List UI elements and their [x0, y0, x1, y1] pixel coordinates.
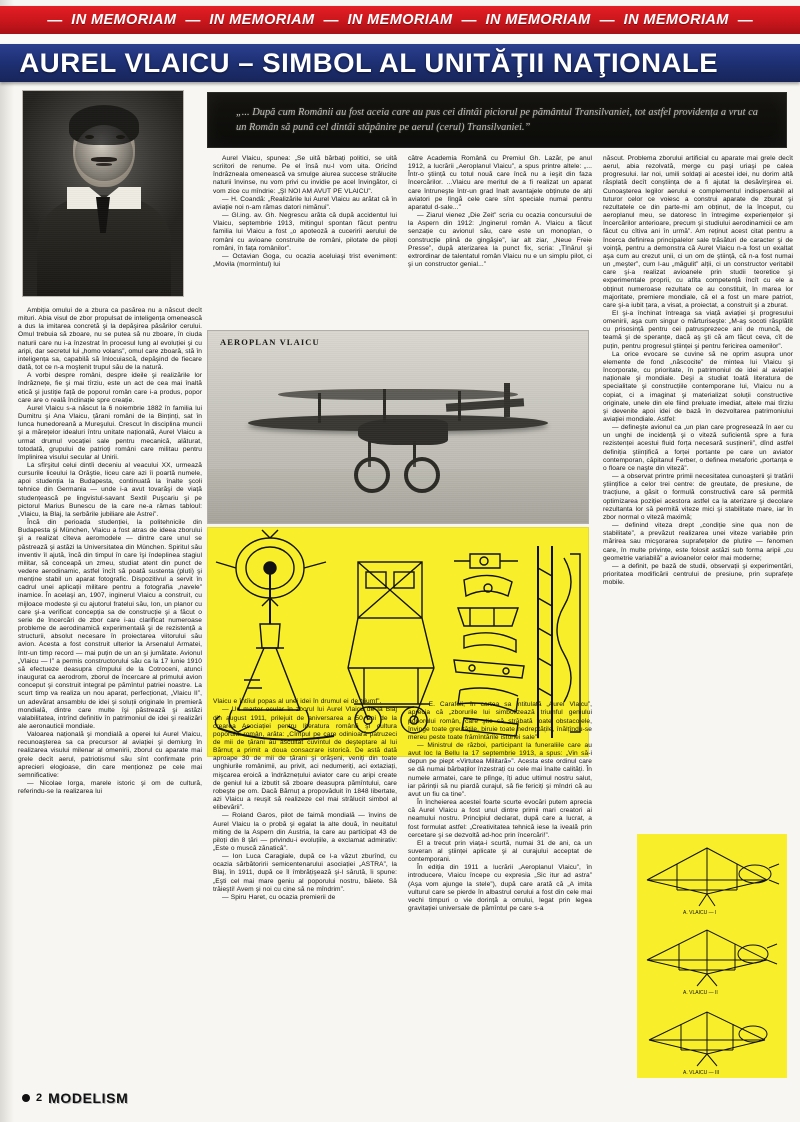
- paragraph: În ediția din 1911 a lucrării „Aeroplanul Vlaicu”, în introducere, Vlaicu începe cu expresia „Sic itur ad astra” (Aşa vom ajunge la stele”), după care arată că „A imita vulturul care se pierde în albastrul cerului a fost din cele mai vechi timpuri o vie dorință a omului, legat prin legea gravitației universale de pămîntul pe care s-a: [408, 864, 592, 913]
- paragraph: — H. Coandă: „Realizările lui Aurel Vlaicu au arătat că în aviație noi n-am rămas datori nimănui”.: [213, 195, 397, 211]
- column-3-figure-gap: [408, 269, 592, 701]
- bullet-icon: [22, 1094, 30, 1102]
- in-memoriam-label: IN MEMORIAM: [623, 12, 729, 28]
- band-dash: —: [599, 11, 615, 29]
- paragraph: — Ion Luca Caragiale, după ce l-a văzut zburînd, cu ocazia sărbătoririi semicentenarului asociației „ASTRA”, la Blaj, în 1911, după ce îl îmbrățişează şi-l sărută, îi spune: „Eşti cel mai mare geniu al poporului nostru, băiete. Să trăieşti! Avem şi noi cu cine să ne mîndrim”.: [213, 853, 397, 893]
- paragraph: Vlaicu e întîiul popas al unei idei în drumul ei de triumf”.: [213, 698, 382, 706]
- drawing-labels: [683, 910, 719, 1076]
- paragraph: — Ziarul vienez „Die Zeit” scria cu ocazia concursului de la Aspern din 1912: „Inginerul român A. Vlaicu a făcut senzație cu avionul său, care este un monoplan, o construcție plină de gingăşie”, iar alt ziar, „Neue Freie Presse”, după aterizarea la punct fix, scria: „Tînărul şi extrordinar de talentatul român Vlaicu nu e un simplu pilot, ci şi un constructor genial...”: [408, 212, 592, 269]
- page-footer: [22, 1090, 128, 1106]
- paragraph: În încheierea acestei foarte scurte evocări putem aprecia că Aurel Vlaicu a fost unul dintre primii mari creatori ai neamului nostru. Principiul declarat, după care a lucrat, a fost formulat astfel: „Creativitatea tehnică iese la iveală prin cercetare şi se dezvoltă ad-hoc prin încercări!”.: [408, 799, 592, 839]
- in-memoriam-label: IN MEMORIAM: [485, 12, 591, 28]
- paragraph: născut. Problema zborului artificial cu aparate mai grele decît aerul, abia rezolvată, merge cu paşi uriaşi pe calea progresului. Iar noi, umili soldați ai acestei idei, nu dorim altă răsplată decît conştiința de a fi ajutat la desăvîrşirea ei. Cunoaşterea legilor aerului e complementul indispensabil al tuturor celor ce voiesc a construi aparate de zburat şi rezultatele ce din parte-mi am obținut, de la început, cu aeroplanul meu, se datoresc în întregime experiențelor şi încercărilor anterioare, precum şi studiului aerodinamicii ce am făcut cu cîtiva ani în urmă”. Am reținut acest citat pentru a încerca definirea principalelor sale trăsături de caracter şi de voință, pentru a demonstra că Aurel Vlaicu n-a fost un exaltat aşa cum au crezut unii, ci un om de ştiință, că n-a fost numai un „meşter”, cum l-au „măgulit” alții, ci un constructor veritabil care şi-a realizat avioanele prin studii teoretice şi experimentale proprii, cu atîta competență încît cu ele a obținut numeroase rezultate ce au constituit, în marea lor majoritate, premiere mondiale, că el a fost un mare patriot, care şi-a iubit țara, a visat, a proiectat, a construit şi a zburat.: [603, 155, 793, 309]
- paragraph: Aurel Vlaicu, spunea: „Se uită bărbați politici, se uită scriitori de renume. Pe el însă nu-l vom uita. Oricînd îndrăzneala omenească va smulge aiurea succese strălucite naturii învinse, nu vom privi cu invidie pe acel învingător, ci vom zice cu mîndrie: „ŞI NOI AM AVUT PE VLAICU”.: [213, 155, 397, 195]
- in-memoriam-label: IN MEMORIAM: [347, 12, 453, 28]
- band-dash: —: [185, 11, 201, 29]
- in-memoriam-band: [0, 6, 800, 34]
- paragraph: — a observat printre primii necesitatea cunoaşterii şi tratării ştiințifice a celor trei centre: de greutate, de presiune, de tracțiune, a găsit o formulă constructivă care să permită optimizarea poziției acestora astfel ca la aterizare şi decolare rezultanta lor să permită viteze mici şi stabilitate mare, iar în zbor normal o viteză maximă;: [603, 473, 793, 521]
- column-4: [603, 155, 793, 587]
- paragraph: — defineşte avionul ca „un plan care progresează în aer cu un unghi de incidență şi o viteză suficientă spre a fura rezistenței acestui fluid forța necesară susținerii”, dînd astfel definiția ştiințifică a forței portante pe care un aviator contemporan, căpitanul Ferber, o definea metaforic „portanța e o floare ce naşte din viteză”.: [603, 424, 793, 472]
- paragraph: Aurel Vlaicu s-a născut la 6 noiembrie 1882 în familia lui Dumitru şi Ana Vlaicu, țărani români de la Binținți, sat în lunca hunedoreană a Mureşului. Crescut în disciplina muncii şi a mărețelor idealuri întru unitate națională, Aurel Vlaicu a urmat drumul vocației sale pentru mecanică, alăturat, totodată, grupului de patrioți români care militau pentru împlinirea visului secular al Unirii.: [18, 404, 202, 461]
- paragraph: A vorbi despre români, despre ideile şi realizările lor îndrăznețe, fie şi mai tîrziu, este un act de cea mai înaltă etică şi justiție față de poporul român care i-a produs, popor care are o reală înclinație spre creație.: [18, 372, 202, 404]
- paragraph: — Gl.ing. av. Gh. Negrescu arăta că după accidentul lui Vlaicu, septembrie 1913, mitingul spontan făcut pentru familia lui Vlaicu a fost „o apoteoză a cuceririi aerului de români cu avioane construite de români, pilotate de piloți români, în fața românilor”.: [213, 212, 397, 252]
- pull-quote-text: „... După cum Românii au fost aceia care au pus cei dintâi piciorul pe pământul Transilvaniei, tot astfel providența a vrut ca un Român să pună cel dintâi stăpânire pe aerul (cerul) Transilvaniei.”: [236, 107, 758, 133]
- pull-quote-box: [207, 92, 787, 148]
- paragraph: — a definit, pe bază de studii, observații şi experimentări, prioritatea modificării centrului de presiune, prin suprafețe mobile.: [603, 562, 793, 587]
- paragraph: — Nicolae Iorga, marele istoric şi om de cultură, referindu-se la realizarea lui: [18, 780, 202, 796]
- article-title-band: [0, 44, 800, 82]
- magazine-name: MODELISM: [48, 1090, 129, 1106]
- in-memoriam-label: IN MEMORIAM: [209, 12, 315, 28]
- drawing-label: A. VLAICU — III: [683, 1070, 720, 1076]
- paragraph: — Ministrul de război, participant la funeraliile care au avut loc la Bellu la 17 septembrie 1913, a spus: „Vin să-i depun pe piept «Virtutea Militară»”. Acesta este ordinul care se dă numai bărbaților înzestrați cu cele mai înalte calități. În numele armatei, care te plînge, îți aduc ultimul nostru salut, iar părinții să nu piardă curajul, să fie fericiți şi mîndri că au avut un fiu ca tine”.: [408, 741, 592, 798]
- drawing-label: A. VLAICU — II: [683, 990, 718, 996]
- paragraph: Ambiția omului de a zbura ca pasărea nu a născut decît mituri. Abia visul de zbor propulsat de inteligența omenească a dus la imitarea concretă şi la depăşirea păsărilor cerului. Omul trebuia să zboare, nu se putea să nu zboare, în ciuda naturii care nu i-a înzestrat în procesul lung al evoluției şi cu aripi, dar secretul lui „homo volans”, omul care zboară, stă în inteligența sa, capabilă să înlocuiască, depăşind de fiecare dată, tot ce n-a moştenit trupul său de la natură.: [18, 307, 202, 372]
- in-memoriam-repeat-strip: [0, 6, 800, 34]
- drawing-label: A. VLAICU — I: [683, 910, 717, 916]
- band-dash: —: [737, 11, 753, 29]
- page-number: 2: [36, 1092, 43, 1104]
- paragraph: El a trecut prin viața-i scurtă, numai 31 de ani, ca un suveran al ştiinței aplicate şi al curajului acceptat de contemporani.: [408, 839, 592, 864]
- in-memoriam-label: IN MEMORIAM: [71, 12, 177, 28]
- band-dash: —: [47, 11, 63, 29]
- paragraph: La sfîrşitul celui dintîi deceniu al veacului XX, urmează cursurile liceului la Orăştie, liceu care azi îi poartă numele, apoi studenția la Budapesta, continuată la înalte şcoli tehnice din Germania — unde i-a avut tovarăşi de viață studențească pe lingvistul-savant Sextil Puşcariu şi pe pictorul Marius Bunescu de la care ne-a rămas tabloul: „Vlaicu, la Blaj, la serbările jubiliare ale Astrei”.: [18, 461, 202, 518]
- page-title: AUREL VLAICU – SIMBOL AL UNITĂŢII NAŢIONALE: [19, 47, 719, 78]
- paragraph: Încă din perioada studenției, la politehnicile din Budapesta şi München, Vlaicu a fost atras de ideea zborului şi a realizat cîteva aeromodele — dintre care unul se păstrează şi astăzi la Universitatea din München. Spiritul său inventiv îl ajută, încă din timpul în care îşi îndeplinea stagiul militar, să conceapă un zmeu, studiat atent din punct de vedere aerodinamic, astfel încît să poată sustenta (pluti) şi menține stabil un aparat fotografic. Dispozitivul a servit în cadrul unei aplicații militare pentru a fotografia „navele” inamice. În acelaşi an, 1907, inginerul Vlaicu a construit, cu mijloace modeste şi cu ajutorul fratelui său, Ion, un planor cu care şi-a verificat concepția sa de construcție şi a făcut o serie de încercări de zbor care i-au clarificat numeroase probleme de aerodinamică experimentală şi de rezistență a structurii, absolut necesare în proiectarea viitorului său avion. Acesta a fost construit ulterior la Arsenalul Armatei, într-un timp record — mai puțin de un an şi jumătate. Avionul „Vlaicu — I” a permis constructorului său ca la 17 iunie 1910 să efectueze deasupra cîmpului de la Cotroceni, atunci inaugurat ca aerodrom, zborul de încercare al primului avion conceput şi construit integral pe pămîntul patriei noastre. La scurt timp va realiza un nou aparat, perfecționat, „Vlaicu II”, un adevărat ansamblu de idei şi soluții originale în premieră mondială, dintre care multe îşi păstrează şi astăzi valabilitatea, intrînd definitiv în patrimoniul de idei şi realizări ale aeronauticii mondiale.: [18, 519, 202, 730]
- column-2-figure-gap: [213, 269, 397, 698]
- paragraph: Valoarea națională şi mondială a operei lui Aurel Vlaicu, recunoaşterea sa ca precursor al aviației şi demiurg în realizarea visului milenar al omenirii, zborul cu aparate mai grele decît aerul, patriotismul său sînt confirmate prin aprecieri elogioase, din care menționez pe cele mai semnificative:: [18, 731, 202, 779]
- paragraph: La orice evocare se cuvine să ne oprim asupra unor elemente de fond „născocite” de mintea lui Vlaicu şi încorporate, cu prioritate, în patrimoniul de idei al aviației naționale şi mondiale. Deşi a studiat toată literatura de specialitate şi construcțiile contemporane lui, Vlaicu nu a copiat, ci a imaginat şi materializat soluții constructive originale, unele din ele fiind preluate imediat, altele mai tîrziu şi devenite apoi idei de bază în dezvoltarea patrimoniului aviației mondiale. Astfel:: [603, 350, 793, 423]
- three-view-drawing-svg: [637, 834, 787, 1078]
- paragraph: — Un martor ocular în zborul lui Aurel Vlaicu de la Blaj din august 1911, prilejuit de aniversarea a 50 ani de la crearea Asociației pentru literatura română şi cultura poporului român, arăta: „Cîmpul pe care odinioară patruzeci de mii de țărani au ascultat cuvîntul de deşteptare al lui Bărnuț a primit a doua consacrare istorică. De astă dată aproape 30 de mii de țărani şi orăşeni, veniți din toate unghiurile românimii, au privit, aci nedumeriți, aci extaziați, mişcarea eroică a îndrăznețului aviator care cu aripi create de geniul lui a izbutit să zboare deasupra pămîntului, care robeşte pe om. Dacă Bărnuț a propovăduit în 1848 libertate, azi Vlaicu a reuşit să realizeze cel mai strălucit simbol al elibevării”.: [213, 706, 397, 812]
- column-2: [213, 155, 397, 902]
- photo-caption: AEROPLAN VLAICU: [220, 337, 320, 347]
- paragraph: — Spiru Haret, cu ocazia premierii de: [222, 893, 336, 901]
- paragraph: — Roland Garos, pilot de faimă mondială — învins de Aurel Vlaicu la o probă şi egalat la alte două, în neuitatul miting de la Aspern din Austria, la care au participat 43 de piloți din 8 țări — privindu-i evoluțiile, a exclamat admirativ: „Este o muscă zănatică”.: [213, 812, 397, 852]
- paragraph: — Octavian Goga, cu ocazia aceluiaşi trist eveniment: „Movila (mormîntul) lui: [213, 252, 397, 269]
- vlaicu-aircraft-three-view-drawings: [637, 834, 787, 1078]
- paragraph: — definind viteza drept „condiție sine qua non de stabilitate”, a prevăzut realizarea unei viteze variabile prin mărirea sau micşorarea suprafețelor de plutire — fenomen care, în multe privințe, este folosit astăzi sub forma aripii „cu geometrie variabilă” a avioanelor celor mai moderne;: [603, 522, 793, 562]
- paragraph: către Academia Română cu Premiul Gh. Lazăr, pe anul 1912, a lucrării „Aeroplanul Vlaicu”, a spus printre altele: „... Într-o ştiință cu totul nouă care încă nu a ieşit din faza încercărilor. ...Vlaicu are meritul de a fi realizat un aparat care întruneşte într-un grad înalt avantajele obținute de alți aviatori pe lîngă cele care sînt speciale numai pentru aparatul d-sale...”: [408, 155, 592, 211]
- paragraph: El şi-a închinat întreaga sa viață aviației şi progresului omenirii, aşa cum singur o mărturiseşte: „M-aş socoti răsplătit cu prisosință pentru cei patrusprezece ani de muncă, de teamă şi de speranțe, dacă aş şti că am făcut ceva, cît de puțin, pentru progresul ştiinței şi pentru fericirea oamenilor”.: [603, 309, 793, 350]
- column-1: [18, 155, 202, 796]
- band-dash: —: [323, 11, 339, 29]
- band-dash: —: [461, 11, 477, 29]
- paper-edge-shadow: [0, 0, 14, 1122]
- paragraph: — E. Carafoli, în cartea sa intitulată „Aurel Vlaicu”, aprecia că „zborurile lui simbolizează triumful geniului poporului român, care ştie să străbată toate obstacolele, învinge toate greutățile, biruie toate nedreptățile, înălțîndu-se mereu peste toate frămîntările istoriei sale”.: [408, 701, 592, 741]
- column-3: [408, 155, 592, 913]
